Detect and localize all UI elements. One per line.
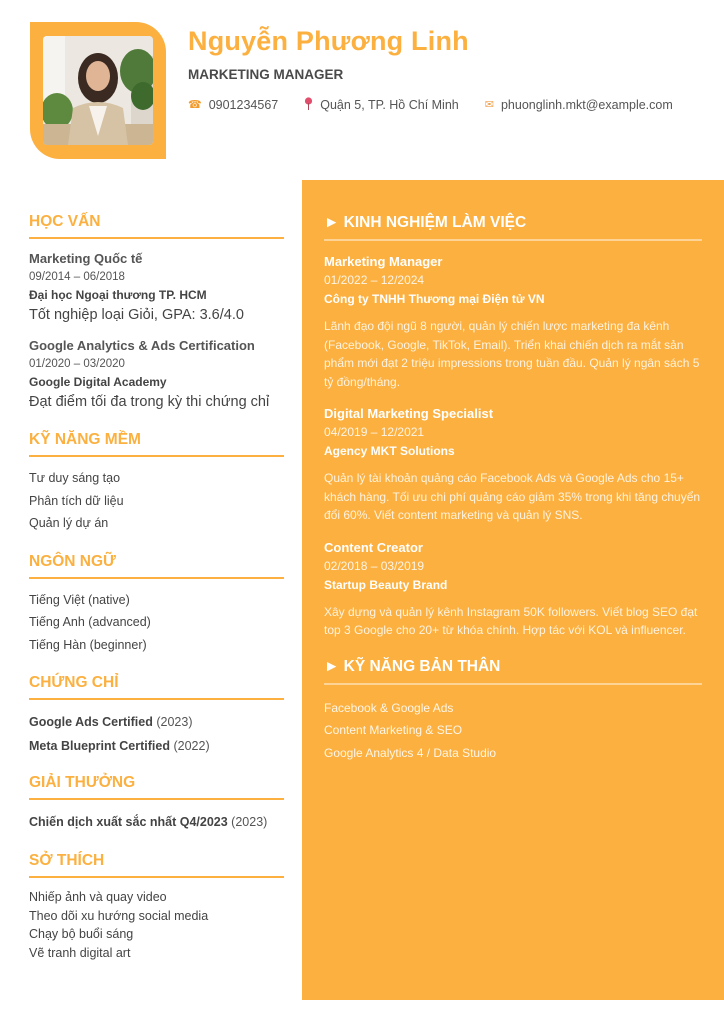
list-item: Chạy bộ buổi sáng (29, 927, 134, 941)
job-item (324, 253, 702, 391)
section-heading: HỌC VẤN (29, 213, 284, 239)
education-section (29, 213, 284, 413)
map-pin-icon (304, 97, 313, 113)
hobbies-section (29, 852, 284, 962)
section-heading: SỞ THÍCH (29, 852, 284, 878)
languages-section (29, 553, 284, 657)
date-range: 09/2014 – 06/2018 (29, 271, 125, 283)
job-position: Digital Marketing Specialist (324, 406, 494, 421)
list-item: Vẽ tranh digital art (29, 945, 131, 960)
job-position: Marketing Manager (324, 254, 443, 269)
mail-icon: ✉ (484, 98, 494, 111)
school: Google Digital Academy (29, 375, 167, 389)
list-item: Nhiếp ảnh và quay video (29, 890, 167, 904)
contact-phone (188, 97, 278, 113)
skill-item: Content Marketing & SEO (324, 723, 463, 737)
school: Đại học Ngoại thương TP. HCM (29, 288, 207, 302)
certificate-name: Google Ads Certified (29, 715, 153, 729)
section-heading: ► KỸ NĂNG BẢN THÂN (324, 658, 702, 685)
education-item (29, 336, 284, 413)
email-address[interactable]: phuonglinh.mkt@example.com (500, 98, 673, 112)
date-range: 01/2022 – 12/2024 (324, 273, 425, 287)
note: Đạt điểm tối đa trong kỳ thi chứng chỉ (29, 394, 270, 410)
skill-item: Facebook & Google Ads (324, 700, 454, 715)
company: Agency MKT Solutions (324, 444, 455, 458)
job-item (324, 405, 702, 525)
certificate-year: (2023) (156, 715, 193, 729)
education-item (29, 249, 284, 326)
phone-number[interactable]: 0901234567 (208, 98, 279, 112)
list-item: Phân tích dữ liệu (29, 493, 124, 508)
certificate-item (29, 710, 284, 734)
list-item: Quản lý dự án (29, 516, 109, 530)
list-item: Tư duy sáng tạo (29, 471, 121, 485)
degree: Google Analytics & Ads Certification (29, 338, 255, 353)
section-heading: KỸ NĂNG MỀM (29, 431, 284, 457)
list-item: Theo dõi xu hướng social media (29, 908, 209, 923)
job-description: Lãnh đạo đội ngũ 8 người, quản lý chiến lược marketing đa kênh (Facebook, Google, TikTok, Email). Triển khai chiến dịch ra mắt sản phẩm mới đạt 2 triệu impressions trong tuần đầu. Quản lý ngân sách 5 tỷ đồng/tháng. (324, 319, 700, 389)
date-range: 02/2018 – 03/2019 (324, 558, 425, 573)
date-range: 04/2019 – 12/2021 (324, 425, 425, 439)
experience-section (324, 214, 702, 640)
phone-icon: ☎ (188, 98, 202, 111)
section-heading: NGÔN NGỮ (29, 553, 284, 579)
profile-photo (43, 36, 153, 145)
award-year: (2023) (231, 815, 268, 829)
job-description: Quản lý tài khoản quảng cáo Facebook Ads và Google Ads cho 15+ khách hàng. Tối ưu chi phí quảng cáo giảm 35% trong khi tăng chuyển đổi 60%. Viết content marketing và quản lý SNS. (324, 471, 701, 522)
job-position: Content Creator (324, 539, 423, 555)
section-heading: CHỨNG CHỈ (29, 674, 284, 700)
section-heading: GIẢI THƯỞNG (29, 774, 284, 800)
list-item: Tiếng Hàn (beginner) (29, 637, 147, 652)
note: Tốt nghiệp loại Giỏi, GPA: 3.6/4.0 (29, 307, 244, 323)
certificate-year: (2022) (173, 739, 210, 753)
list-item: Tiếng Việt (native) (29, 592, 130, 607)
company: Startup Beauty Brand (324, 577, 448, 592)
contact-address (304, 97, 459, 113)
certificates-section (29, 674, 284, 758)
job-item (324, 539, 702, 640)
skill-item: Google Analytics 4 / Data Studio (324, 745, 497, 760)
award-name: Chiến dịch xuất sắc nhất Q4/2023 (29, 815, 228, 829)
job-description: Xây dựng và quản lý kênh Instagram 50K followers. Viết blog SEO đạt top 3 Google cho 20+ từ khóa chính. Hợp tác với KOL và influencer. (324, 604, 698, 637)
skills-section (324, 658, 702, 765)
soft-skills-section (29, 431, 284, 535)
left-column (29, 213, 284, 962)
list-item: Tiếng Anh (advanced) (29, 615, 151, 629)
address: Quận 5, TP. Hồ Chí Minh (320, 98, 459, 112)
job-title: MARKETING MANAGER (188, 67, 344, 82)
company: Công ty TNHH Thương mại Điện tử VN (324, 292, 545, 306)
contact-email (485, 97, 673, 113)
photo-frame (30, 22, 166, 159)
degree: Marketing Quốc tế (29, 251, 143, 266)
date-range: 01/2020 – 03/2020 (29, 358, 125, 370)
certificate-name: Meta Blueprint Certified (29, 739, 170, 753)
certificate-item (29, 734, 284, 758)
award-item (29, 810, 284, 834)
candidate-name: Nguyễn Phương Linh (188, 26, 469, 56)
section-heading: ► KINH NGHIỆM LÀM VIỆC (324, 214, 702, 241)
right-panel (302, 180, 724, 1000)
awards-section (29, 774, 284, 834)
contact-info (188, 97, 699, 113)
